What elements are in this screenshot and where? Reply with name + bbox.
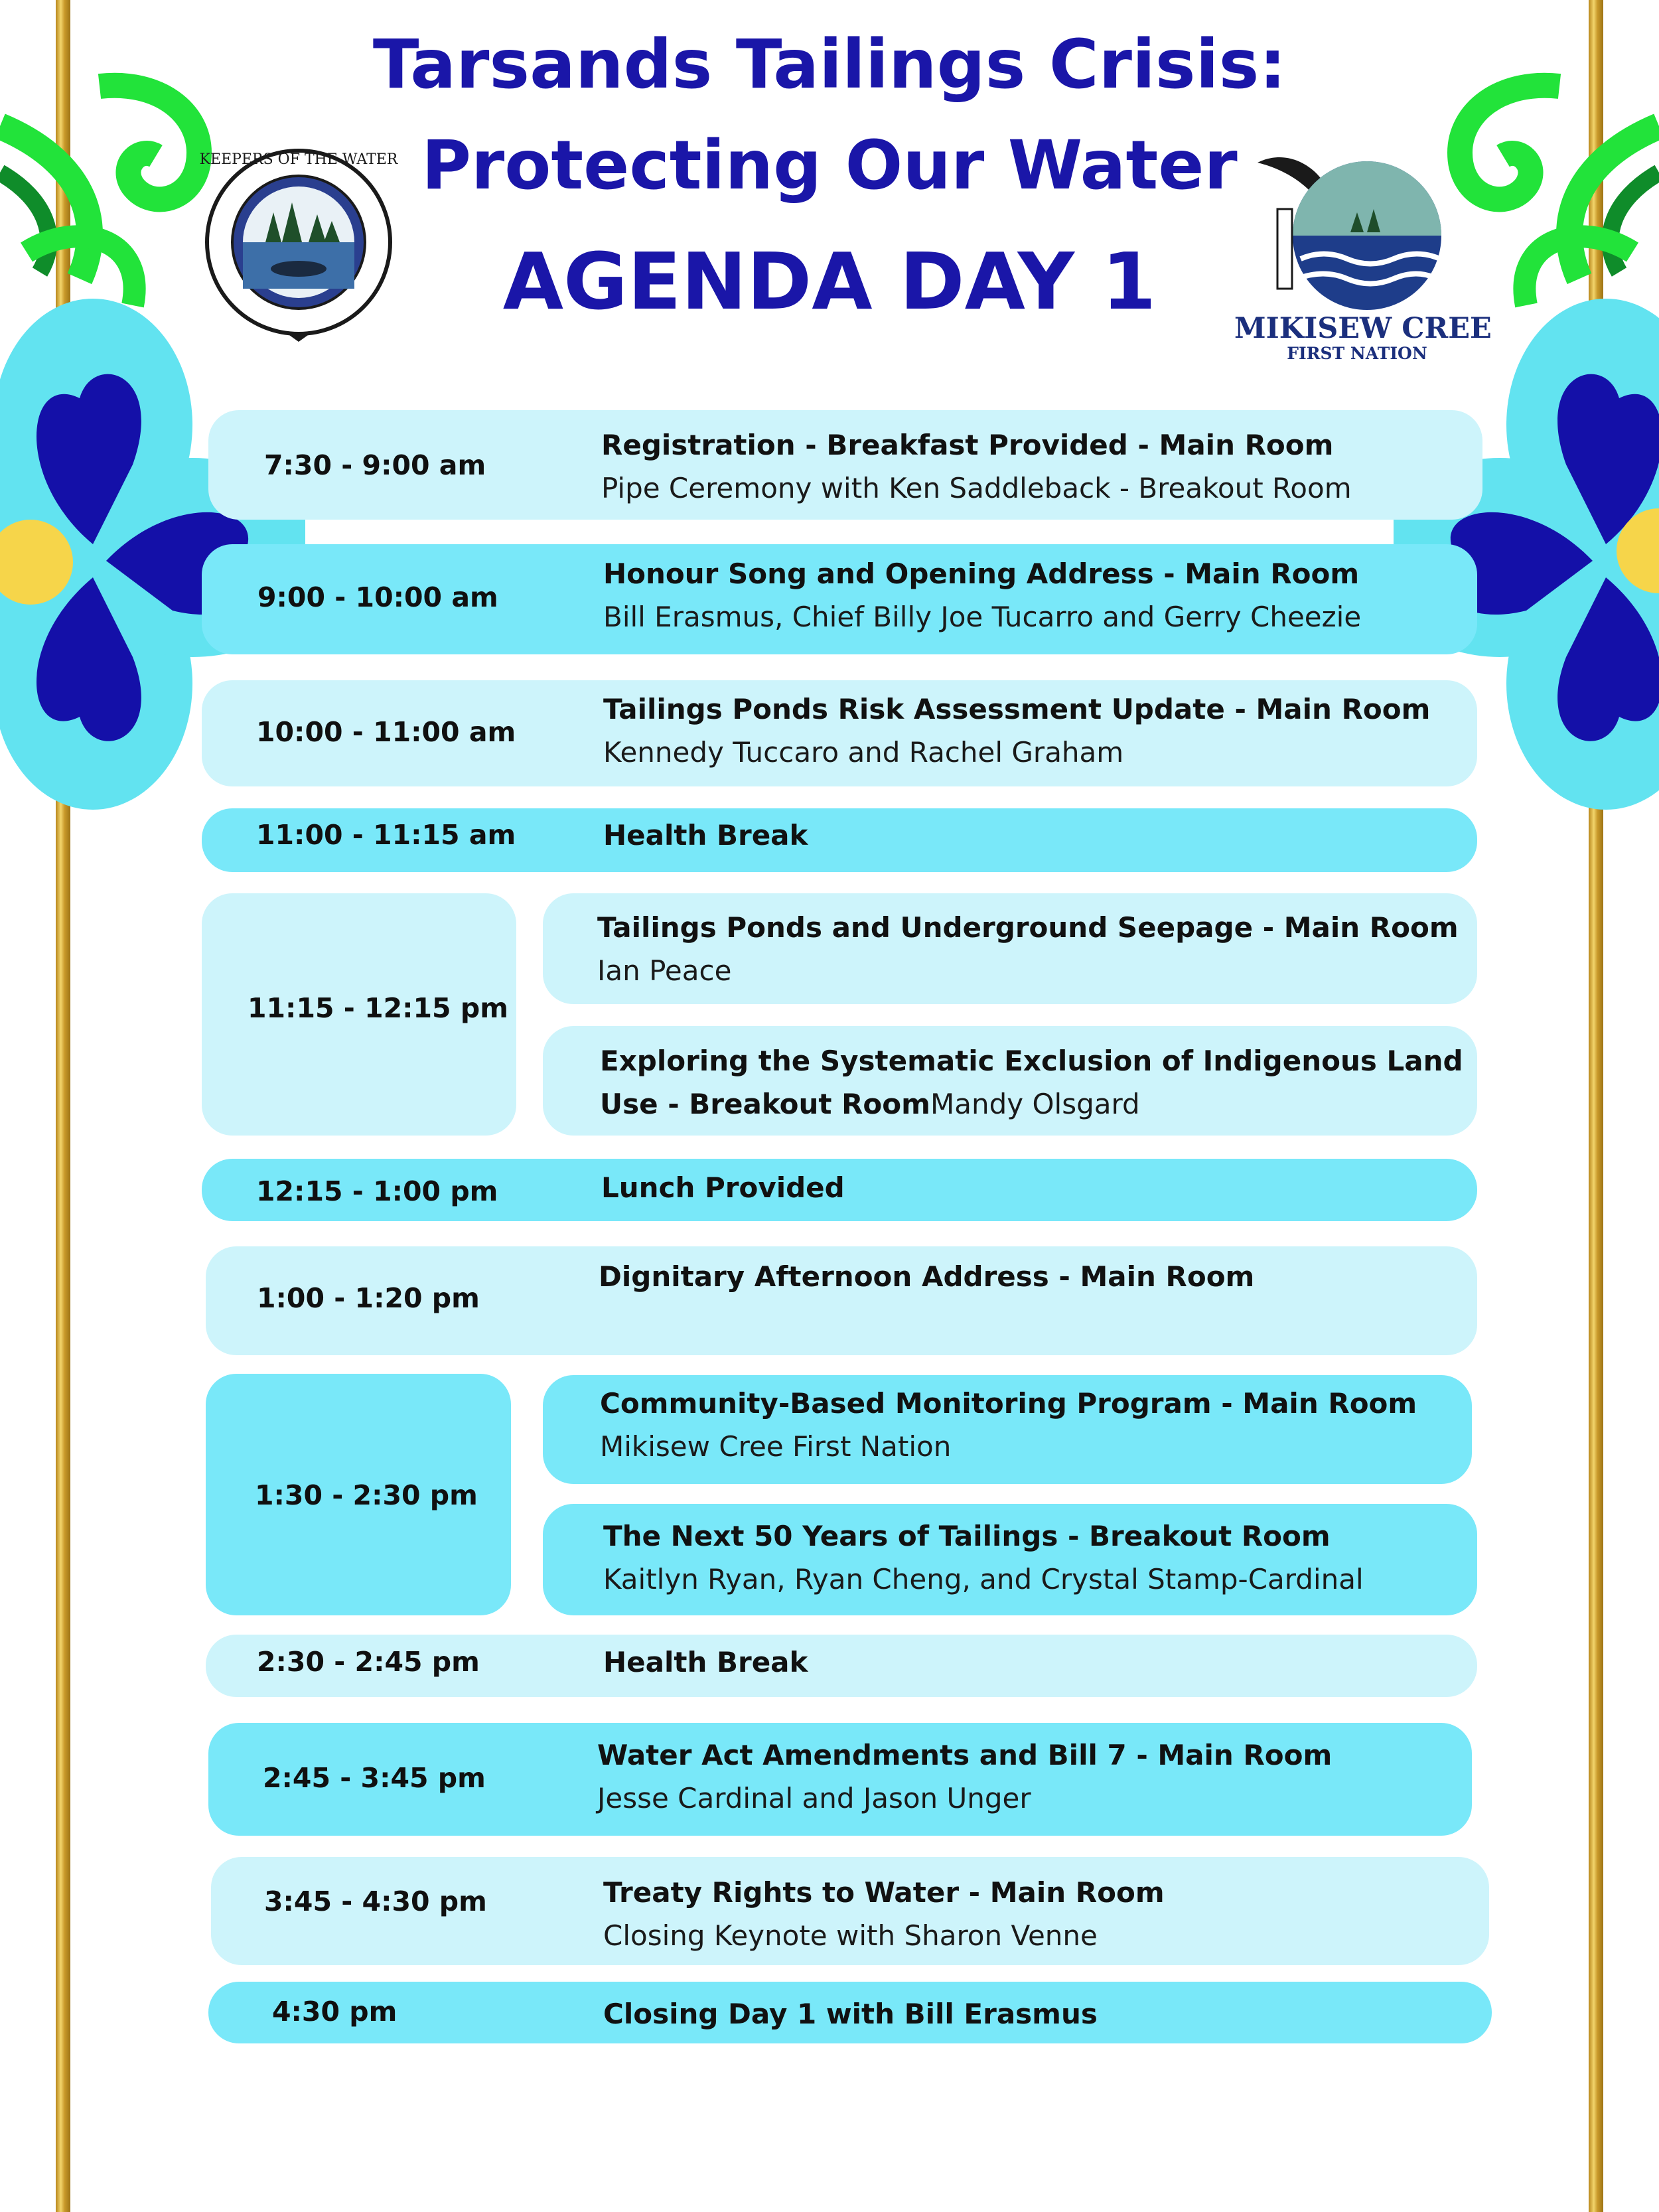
agenda-title: Dignitary Afternoon Address - Main Room (599, 1260, 1255, 1293)
agenda-title: Honour Song and Opening Address - Main Room (603, 557, 1360, 590)
agenda-title: The Next 50 Years of Tailings - Breakout Room (603, 1520, 1331, 1552)
agenda-time: 12:15 - 1:00 pm (256, 1175, 498, 1207)
agenda-subtitle: Pipe Ceremony with Ken Saddleback - Breakout Room (601, 472, 1352, 504)
keepers-of-the-water-logo (199, 143, 398, 355)
agenda-subtitle: Jesse Cardinal and Jason Unger (597, 1782, 1031, 1814)
agenda-session (543, 893, 1477, 1004)
agenda-time: 1:00 - 1:20 pm (257, 1282, 480, 1314)
mikisew-subname: FIRST NATION (1287, 344, 1427, 363)
agenda-time: 11:00 - 11:15 am (256, 819, 516, 851)
agenda-time: 10:00 - 11:00 am (256, 716, 516, 748)
agenda-time: 2:30 - 2:45 pm (257, 1646, 480, 1678)
agenda-title: Registration - Breakfast Provided - Main Room (601, 429, 1334, 461)
agenda-subtitle: Kennedy Tuccaro and Rachel Graham (603, 736, 1124, 769)
mikisew-name: MIKISEW CREE (1234, 312, 1492, 345)
agenda-time: 4:30 pm (272, 1996, 397, 2028)
agenda-subtitle: Mikisew Cree First Nation (600, 1430, 952, 1463)
mikisew-cree-logo (1251, 136, 1450, 329)
agenda-speaker: Mandy Olsgard (930, 1088, 1140, 1120)
agenda-title: Exploring the Systematic Exclusion of Indigenous Land (600, 1045, 1463, 1077)
agenda-time: 2:45 - 3:45 pm (263, 1762, 486, 1794)
agenda-time: 3:45 - 4:30 pm (264, 1885, 487, 1917)
agenda-title: Lunch Provided (601, 1171, 845, 1204)
agenda-title: Treaty Rights to Water - Main Room (603, 1876, 1165, 1909)
agenda-title: Tailings Ponds Risk Assessment Update - Main Room (603, 693, 1431, 725)
page-title-agenda: AGENDA DAY 1 (502, 236, 1157, 327)
agenda-title: Community-Based Monitoring Program - Main Room (600, 1387, 1417, 1420)
agenda-subtitle: Closing Keynote with Sharon Venne (603, 1919, 1098, 1952)
agenda-title: Health Break (603, 1646, 808, 1678)
agenda-title: Closing Day 1 with Bill Erasmus (603, 1998, 1098, 2030)
agenda-title: Water Act Amendments and Bill 7 - Main Room (597, 1739, 1333, 1771)
agenda-time: 7:30 - 9:00 am (264, 449, 486, 481)
agenda-time: 11:15 - 12:15 pm (248, 992, 508, 1024)
page-title-line-1: Tarsands Tailings Crisis: (372, 25, 1287, 104)
agenda-subtitle: Ian Peace (597, 954, 732, 987)
agenda-time: 1:30 - 2:30 pm (255, 1479, 478, 1511)
agenda-title-continued: Use - Breakout Room (600, 1088, 930, 1120)
agenda-subtitle: Bill Erasmus, Chief Billy Joe Tucarro and Gerry Cheezie (603, 601, 1362, 633)
agenda-title: Tailings Ponds and Underground Seepage - Main Room (597, 911, 1459, 944)
agenda-time: 9:00 - 10:00 am (257, 581, 498, 613)
page-title-line-2: Protecting Our Water (421, 126, 1238, 205)
keepers-ring-text: KEEPERS OF THE WATER (199, 151, 398, 168)
agenda-subtitle: Kaitlyn Ryan, Ryan Cheng, and Crystal Stamp-Cardinal (603, 1563, 1364, 1595)
agenda-title: Health Break (603, 819, 808, 851)
